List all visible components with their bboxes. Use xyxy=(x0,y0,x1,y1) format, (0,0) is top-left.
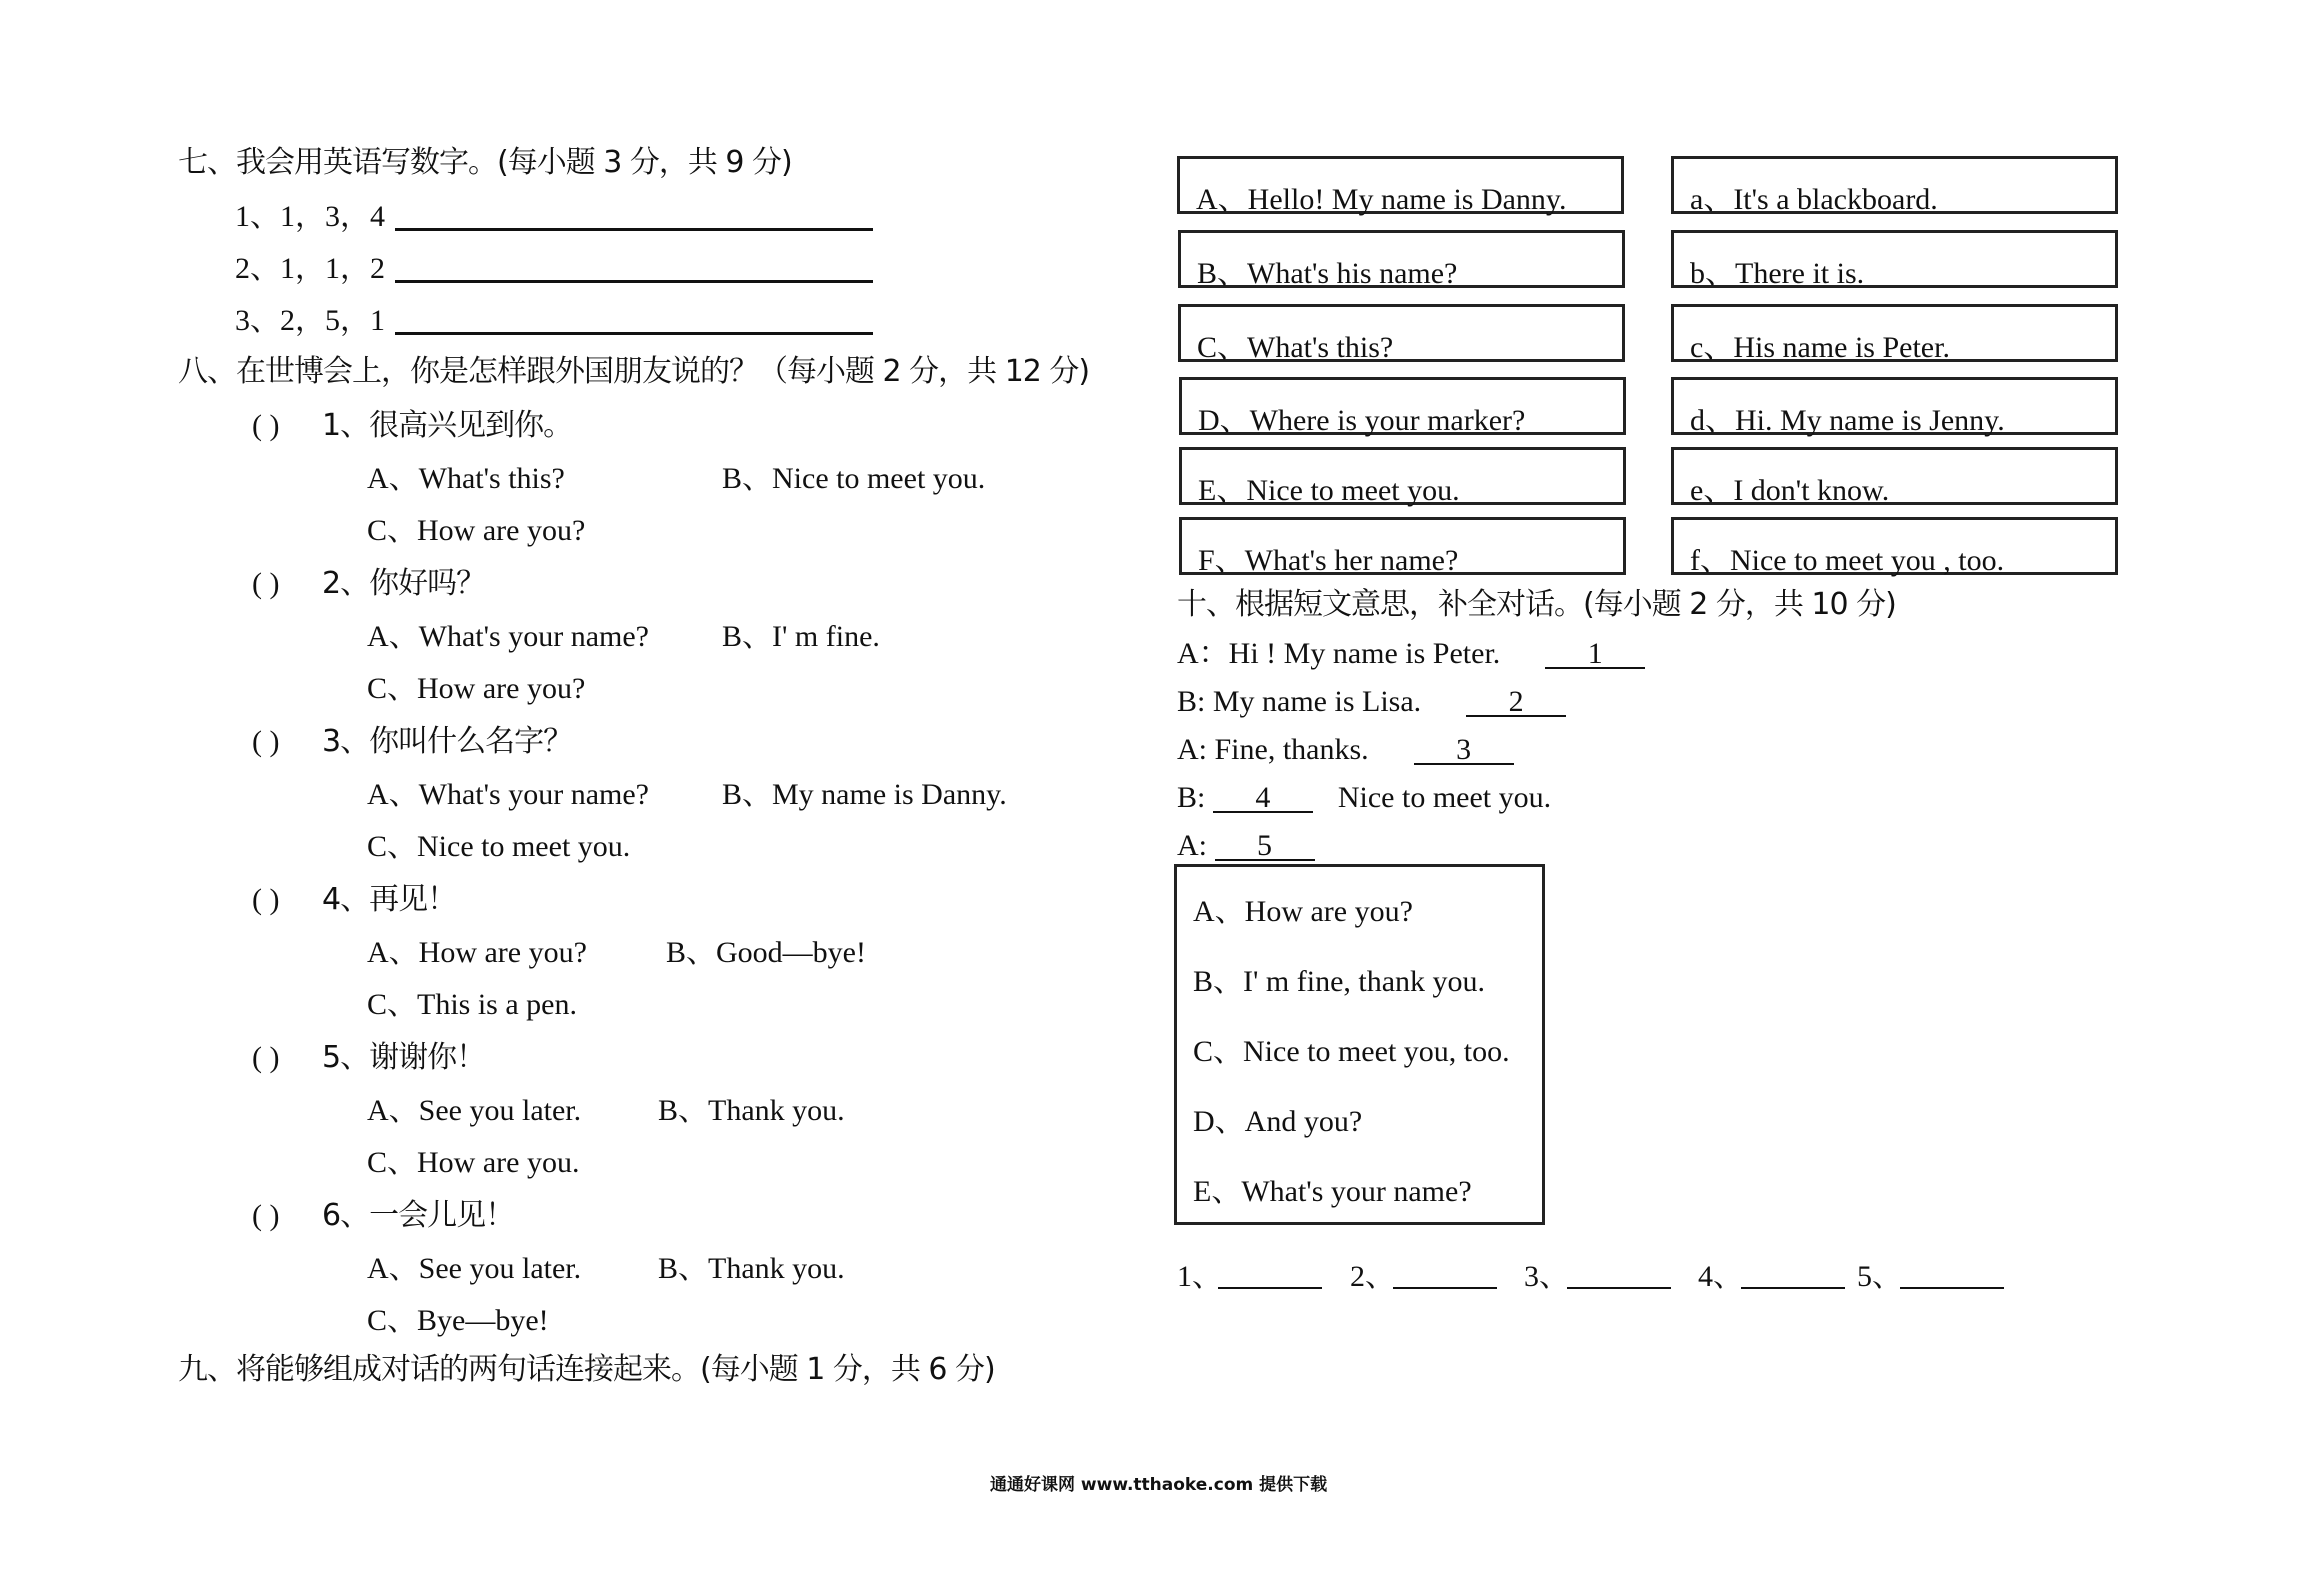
s10-blank-2[interactable]: 2 xyxy=(1466,687,1566,717)
s10-answer-line-5[interactable] xyxy=(1900,1287,2004,1289)
s10-blank-5[interactable]: 5 xyxy=(1215,831,1315,861)
s8-q1-option-c: C、How are you? xyxy=(367,514,586,547)
s10-option-b: B、I' m fine, thank you. xyxy=(1193,965,1486,998)
s8-q1-paren[interactable]: ( ) xyxy=(252,409,280,442)
s8-q5-paren[interactable]: ( ) xyxy=(252,1041,280,1074)
s8-q3-stem: 3、你叫什么名字？ xyxy=(322,724,573,759)
s10-answer-line-3[interactable] xyxy=(1567,1287,1671,1289)
s7-item-1: 1、1，3，4 xyxy=(235,200,385,233)
s8-q4-stem: 4、再见！ xyxy=(322,882,457,917)
s9-right-text-a: a、It's a blackboard. xyxy=(1690,183,1938,216)
s9-left-box-e[interactable] xyxy=(1179,447,1626,505)
s10-answer-label-5: 5、 xyxy=(1857,1260,1902,1293)
s10-line-3 xyxy=(1177,735,1514,765)
s7-item-2: 2、1，1，2 xyxy=(235,252,385,285)
s8-q6-paren[interactable]: ( ) xyxy=(252,1199,280,1232)
s9-left-text-f: F、What's her name? xyxy=(1198,544,1459,577)
s10-line-5-speaker: A: xyxy=(1177,829,1207,862)
s8-q5-option-b: B、Thank you. xyxy=(658,1094,845,1127)
s7-answer-line-3[interactable] xyxy=(395,332,873,335)
s8-q3-option-b: B、My name is Danny. xyxy=(722,778,1007,811)
s10-answer-label-4: 4、 xyxy=(1698,1260,1743,1293)
s8-q4-option-a: A、How are you? xyxy=(367,936,587,969)
s9-right-text-c: c、His name is Peter. xyxy=(1690,331,1950,364)
s10-line-4-text: Nice to meet you. xyxy=(1337,781,1552,814)
s10-line-3-text: A: Fine, thanks. xyxy=(1177,733,1369,766)
s8-q2-option-b: B、I' m fine. xyxy=(722,620,880,653)
s8-q4-paren[interactable]: ( ) xyxy=(252,883,280,916)
s9-right-text-e: e、I don't know. xyxy=(1690,474,1890,507)
s9-right-box-f[interactable] xyxy=(1671,517,2118,575)
s10-line-1-text: A：Hi ! My name is Peter. xyxy=(1177,637,1501,670)
section8-title: 八、在世博会上，你是怎样跟外国朋友说的？（每小题 2 分，共 12 分) xyxy=(178,354,1090,389)
s9-right-box-b[interactable] xyxy=(1671,230,2118,288)
s7-item-3: 3、2，5，1 xyxy=(235,304,385,337)
s8-q2-stem: 2、你好吗？ xyxy=(322,566,486,601)
s10-blank-3[interactable]: 3 xyxy=(1414,735,1514,765)
s10-line-1 xyxy=(1177,639,1645,669)
s10-answer-label-3: 3、 xyxy=(1524,1260,1569,1293)
s10-line-2-text: B: My name is Lisa. xyxy=(1177,685,1422,718)
s10-answer-line-4[interactable] xyxy=(1741,1287,1845,1289)
s9-left-text-a: A、Hello! My name is Danny. xyxy=(1196,183,1567,216)
s10-option-d: D、And you? xyxy=(1193,1105,1363,1138)
s9-left-box-b[interactable] xyxy=(1178,230,1625,288)
s10-option-e: E、What's your name? xyxy=(1193,1175,1472,1208)
s8-q1-stem: 1、很高兴见到你。 xyxy=(322,408,573,443)
s9-right-text-b: b、There it is. xyxy=(1690,257,1865,290)
s10-options-box xyxy=(1174,864,1545,1225)
s8-q6-option-c: C、Bye—bye! xyxy=(367,1304,549,1337)
s8-q3-paren[interactable]: ( ) xyxy=(252,725,280,758)
s10-blank-1[interactable]: 1 xyxy=(1545,639,1645,669)
s9-left-box-a[interactable] xyxy=(1177,156,1624,214)
s9-right-text-f: f、Nice to meet you , too. xyxy=(1690,544,2005,577)
s8-q5-option-c: C、How are you. xyxy=(367,1146,580,1179)
s8-q2-option-c: C、How are you? xyxy=(367,672,586,705)
s8-q5-stem: 5、谢谢你！ xyxy=(322,1040,486,1075)
s10-answer-line-2[interactable] xyxy=(1393,1287,1497,1289)
s9-right-box-c[interactable] xyxy=(1671,304,2118,362)
s9-right-box-a[interactable] xyxy=(1671,156,2118,214)
footer-source: 通通好课网 www.tthaoke.com 提供下载 xyxy=(990,1475,1328,1495)
s10-answer-label-1: 1、 xyxy=(1177,1260,1222,1293)
s9-left-text-b: B、What's his name? xyxy=(1197,257,1458,290)
s8-q6-option-b: B、Thank you. xyxy=(658,1252,845,1285)
s8-q1-option-a: A、What's this? xyxy=(367,462,565,495)
s8-q6-stem: 6、一会儿见！ xyxy=(322,1198,515,1233)
s10-option-a: A、How are you? xyxy=(1193,895,1413,928)
section7-title: 七、我会用英语写数字。(每小题 3 分，共 9 分) xyxy=(178,145,792,180)
s7-answer-line-1[interactable] xyxy=(395,228,873,231)
s8-q6-option-a: A、See you later. xyxy=(367,1252,582,1285)
s9-left-text-e: E、Nice to meet you. xyxy=(1198,474,1460,507)
s9-left-box-d[interactable] xyxy=(1179,377,1626,435)
s10-option-c: C、Nice to meet you, too. xyxy=(1193,1035,1510,1068)
s9-left-box-c[interactable] xyxy=(1178,304,1625,362)
s8-q1-option-b: B、Nice to meet you. xyxy=(722,462,986,495)
s10-answer-line-1[interactable] xyxy=(1218,1287,1322,1289)
s8-q5-option-a: A、See you later. xyxy=(367,1094,582,1127)
s10-line-5 xyxy=(1177,831,1315,861)
s9-left-text-d: D、Where is your marker? xyxy=(1198,404,1526,437)
section9-title: 九、将能够组成对话的两句话连接起来。(每小题 1 分，共 6 分) xyxy=(178,1352,995,1387)
section10-title: 十、根据短文意思，补全对话。(每小题 2 分，共 10 分) xyxy=(1177,587,1896,622)
s10-answer-label-2: 2、 xyxy=(1350,1260,1395,1293)
s8-q3-option-c: C、Nice to meet you. xyxy=(367,830,631,863)
s10-line-4 xyxy=(1177,783,1551,813)
s9-right-box-d[interactable] xyxy=(1671,377,2118,435)
s8-q4-option-c: C、This is a pen. xyxy=(367,988,577,1021)
s9-right-box-e[interactable] xyxy=(1671,447,2118,505)
s10-line-4-speaker: B: xyxy=(1177,781,1206,814)
s10-line-2 xyxy=(1177,687,1566,717)
s10-blank-4[interactable]: 4 xyxy=(1213,783,1313,813)
s7-answer-line-2[interactable] xyxy=(395,280,873,283)
s9-right-text-d: d、Hi. My name is Jenny. xyxy=(1690,404,2005,437)
s8-q2-option-a: A、What's your name? xyxy=(367,620,649,653)
s8-q3-option-a: A、What's your name? xyxy=(367,778,649,811)
s9-left-text-c: C、What's this? xyxy=(1197,331,1394,364)
s9-left-box-f[interactable] xyxy=(1179,517,1626,575)
s8-q2-paren[interactable]: ( ) xyxy=(252,567,280,600)
s8-q4-option-b: B、Good—bye! xyxy=(666,936,866,969)
